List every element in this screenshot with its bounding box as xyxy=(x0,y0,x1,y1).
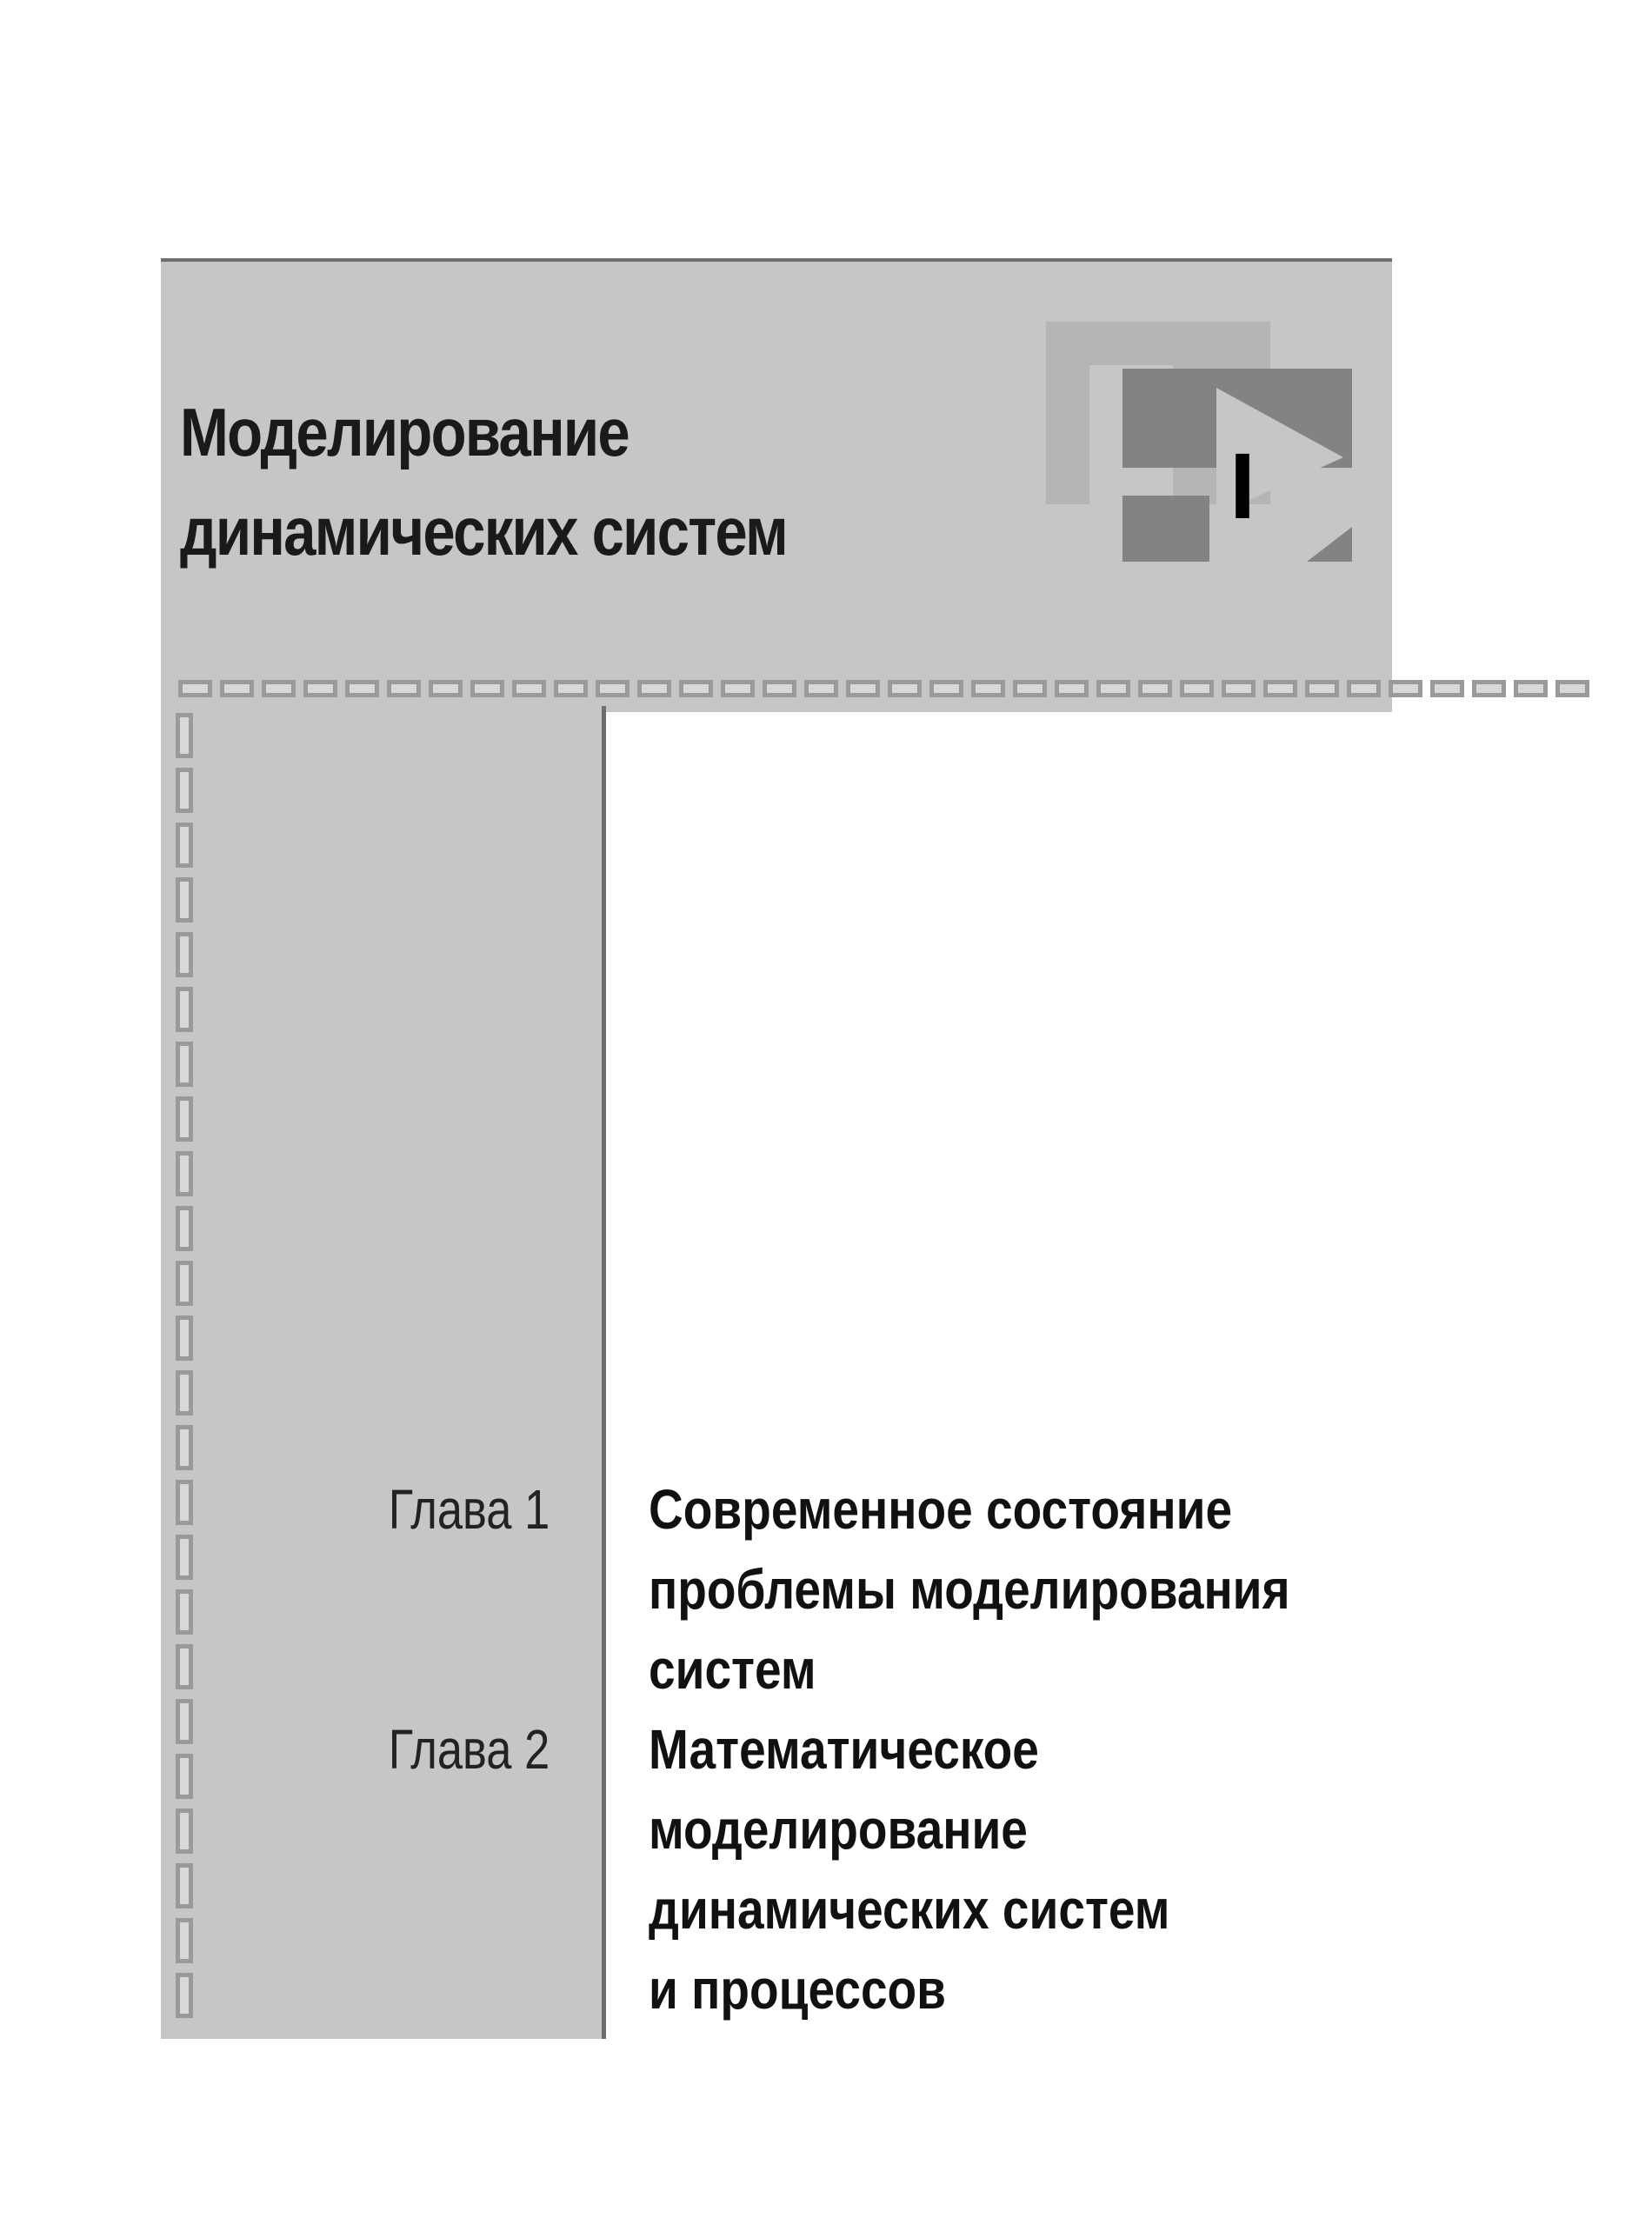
decorative-dash xyxy=(220,680,254,697)
decorative-dash xyxy=(176,1589,193,1635)
decorative-dash xyxy=(178,680,212,697)
decorative-dash xyxy=(512,680,546,697)
decorative-dash xyxy=(176,1151,193,1196)
decorative-dash xyxy=(888,680,922,697)
decorative-dash xyxy=(846,680,880,697)
part-title-line-2: динамических систем xyxy=(180,493,787,569)
decorative-dash xyxy=(387,680,421,697)
decorative-dash xyxy=(929,680,963,697)
decorative-dash xyxy=(176,987,193,1032)
decorative-dash xyxy=(176,1535,193,1580)
decorative-dash-column xyxy=(176,713,195,2018)
decorative-dash xyxy=(176,713,193,758)
decorative-dash xyxy=(176,1096,193,1142)
decorative-dash xyxy=(176,1480,193,1525)
emblem-block-light-left xyxy=(1046,365,1089,504)
part-number: I xyxy=(1229,433,1256,538)
emblem-corner-triangle xyxy=(1307,527,1352,562)
decorative-dash xyxy=(1096,680,1130,697)
decorative-dash xyxy=(176,1754,193,1799)
decorative-dash xyxy=(176,1261,193,1306)
decorative-dash xyxy=(176,1973,193,2018)
decorative-dash xyxy=(679,680,713,697)
chapter-2-label: Глава 2 xyxy=(388,1718,550,1781)
decorative-dash xyxy=(1180,680,1214,697)
emblem-block-light-left-gap xyxy=(1089,365,1098,504)
chapter-2-title xyxy=(649,1709,1170,2029)
decorative-dash xyxy=(176,1863,193,1908)
decorative-dash-row xyxy=(178,680,1589,699)
decorative-dash xyxy=(176,877,193,923)
decorative-dash xyxy=(971,680,1005,697)
decorative-dash xyxy=(637,680,671,697)
decorative-dash xyxy=(470,680,504,697)
decorative-dash xyxy=(176,1918,193,1963)
part-title-line-1: Моделирование xyxy=(180,394,629,470)
decorative-dash xyxy=(1472,680,1506,697)
decorative-dash xyxy=(176,1042,193,1087)
decorative-dash xyxy=(176,1808,193,1854)
decorative-dash xyxy=(763,680,796,697)
decorative-dash xyxy=(804,680,838,697)
decorative-dash xyxy=(176,1315,193,1361)
decorative-dash xyxy=(176,932,193,977)
decorative-dash xyxy=(1347,680,1381,697)
decorative-dash xyxy=(176,1644,193,1689)
decorative-dash xyxy=(176,768,193,813)
chapter-1-title-line: проблемы моделирования xyxy=(649,1558,1290,1621)
chapter-2-title-line: Математическое xyxy=(649,1718,1039,1781)
decorative-dash xyxy=(1222,680,1256,697)
part-number-emblem-icon xyxy=(1046,322,1352,562)
decorative-dash xyxy=(176,1370,193,1415)
vertical-divider xyxy=(602,706,606,2039)
chapter-2-title-line: и процессов xyxy=(649,1958,947,2021)
decorative-dash xyxy=(176,1425,193,1470)
decorative-dash xyxy=(1305,680,1339,697)
decorative-dash xyxy=(262,680,296,697)
decorative-dash xyxy=(1138,680,1172,697)
decorative-dash xyxy=(596,680,629,697)
decorative-dash xyxy=(345,680,379,697)
decorative-dash xyxy=(554,680,588,697)
decorative-dash xyxy=(1013,680,1047,697)
chapter-2-title-line: динамических систем xyxy=(649,1878,1170,1941)
decorative-dash xyxy=(1430,680,1464,697)
chapter-1-title-line: систем xyxy=(649,1638,816,1701)
part-title xyxy=(180,383,787,581)
part-sidebar-panel xyxy=(161,709,602,2039)
decorative-dash xyxy=(429,680,463,697)
emblem-block-dark-low xyxy=(1122,496,1209,562)
decorative-dash xyxy=(1055,680,1089,697)
decorative-dash xyxy=(1555,680,1589,697)
chapter-1-label: Глава 1 xyxy=(388,1478,550,1541)
decorative-dash xyxy=(721,680,755,697)
chapter-2-title-line: моделирование xyxy=(649,1798,1028,1861)
chapter-1-title xyxy=(649,1469,1290,1709)
decorative-dash xyxy=(303,680,337,697)
decorative-dash xyxy=(176,823,193,868)
decorative-dash xyxy=(1514,680,1548,697)
chapter-1-title-line: Современное состояние xyxy=(649,1478,1233,1541)
decorative-dash xyxy=(1263,680,1297,697)
decorative-dash xyxy=(176,1699,193,1744)
decorative-dash xyxy=(1389,680,1422,697)
decorative-dash xyxy=(176,1206,193,1251)
